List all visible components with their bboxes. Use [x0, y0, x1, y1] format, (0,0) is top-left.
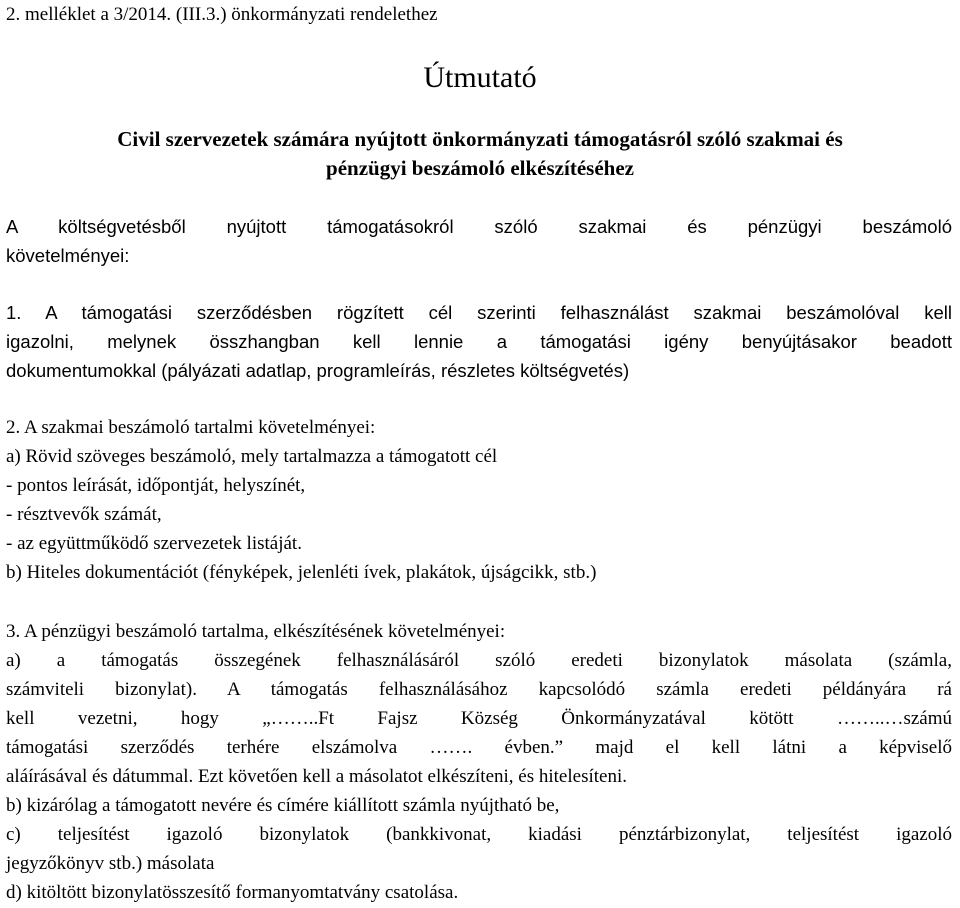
section3-a-line-3: kell vezetni, hogy „……..Ft Fajsz Község Önkormányzatával kötött ……..…számú	[6, 708, 952, 729]
section3-a-line-4: támogatási szerződés terhére elszámolva ……. évben.” majd el kell látni a képviselő	[6, 737, 952, 758]
section2-dash-1: - pontos leírását, időpontját, helyszínét,	[6, 475, 306, 496]
section3-a-line-5: aláírásával és dátummal. Ezt követően kell a másolatot elkészíteni, és hitelesíteni.	[6, 766, 627, 787]
section3-item-b: b) kizárólag a támogatott nevére és címére kiállított számla nyújtható be,	[6, 795, 560, 816]
section3-c-line-1: c) teljesítést igazoló bizonylatok (bankkivonat, kiadási pénztárbizonylat, teljesítést igazoló	[6, 824, 952, 845]
section2-dash-2: - résztvevők számát,	[6, 504, 162, 525]
annex-reference: 2. melléklet a 3/2014. (III.3.) önkormányzati rendelethez	[6, 4, 438, 25]
section2-dash-3: - az együttműködő szervezetek listáját.	[6, 533, 302, 554]
section3-heading: 3. A pénzügyi beszámoló tartalma, elkészítésének követelményei:	[6, 621, 506, 642]
section3-a-line-2: számviteli bizonylat). A támogatás felhasználásához kapcsolódó számla eredeti példányára rá	[6, 679, 952, 700]
section2-heading: 2. A szakmai beszámoló tartalmi követelményei:	[6, 417, 376, 438]
section2-item-b: b) Hiteles dokumentációt (fényképek, jelenléti ívek, plakátok, újságcikk, stb.)	[6, 562, 597, 583]
intro-line-2: követelményei:	[6, 245, 130, 266]
section1-line-3: dokumentumokkal (pályázati adatlap, programleírás, részletes költségvetés)	[6, 360, 630, 381]
subtitle-line-2: pénzügyi beszámoló elkészítéséhez	[326, 156, 634, 180]
section3-item-d: d) kitöltött bizonylatösszesítő formanyomtatvány csatolása.	[6, 882, 459, 903]
section3-a-line-1: a) a támogatás összegének felhasználásáról szóló eredeti bizonylatok másolata (számla,	[6, 650, 952, 671]
section2-item-a: a) Rövid szöveges beszámoló, mely tartalmazza a támogatott cél	[6, 446, 498, 467]
subtitle-line-1: Civil szervezetek számára nyújtott önkormányzati támogatásról szóló szakmai és	[117, 127, 843, 151]
document-title: Útmutató	[423, 61, 537, 94]
section1-line-2: igazolni, melynek összhangban kell lennie a támogatási igény benyújtásakor beadott	[6, 331, 952, 352]
section1-line-1: 1. A támogatási szerződésben rögzített cél szerinti felhasználást szakmai beszámolóval kell	[6, 302, 952, 323]
section3-c-line-2: jegyzőkönyv stb.) másolata	[6, 853, 215, 874]
intro-line-1: A költségvetésből nyújtott támogatásokról szóló szakmai és pénzügyi beszámoló	[6, 216, 952, 237]
